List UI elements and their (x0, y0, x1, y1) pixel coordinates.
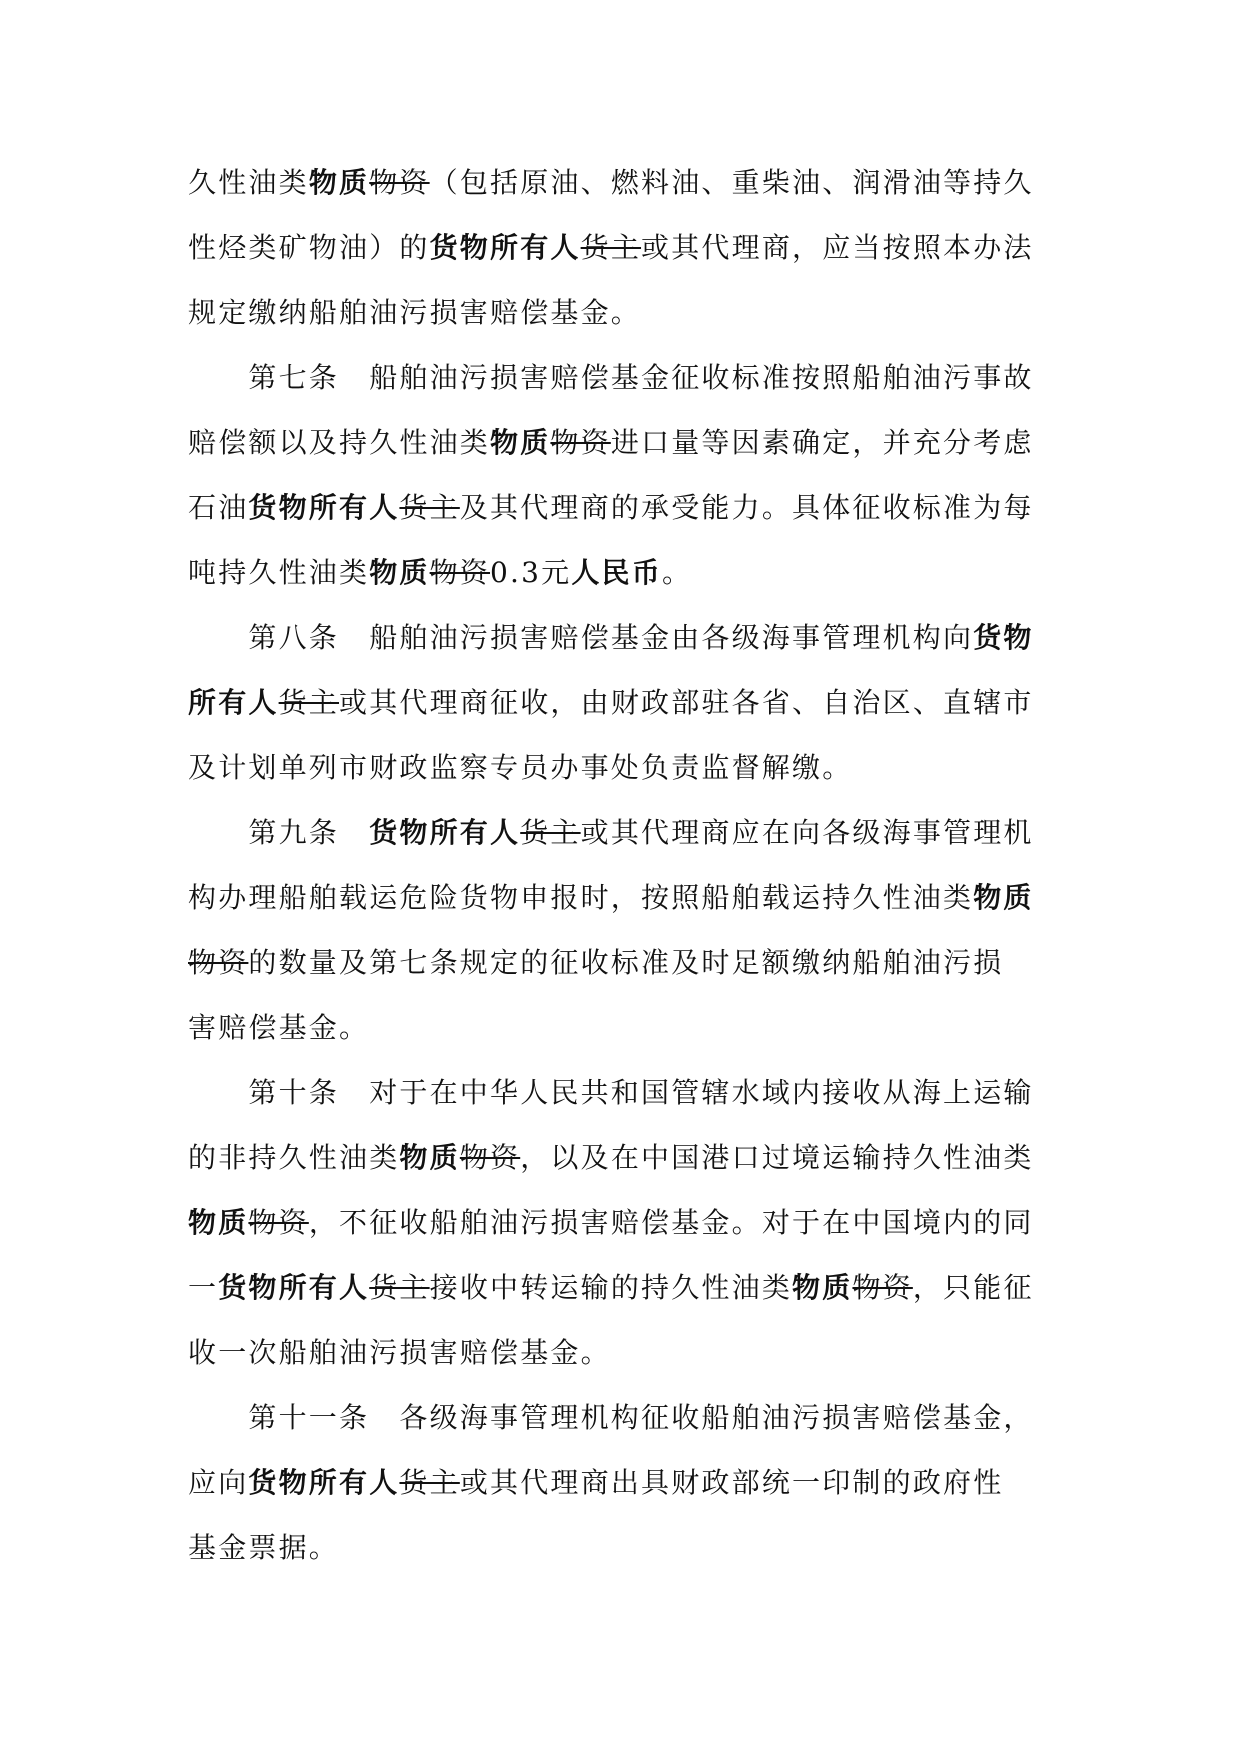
text-line (188, 150, 1060, 215)
deleted-text: 物资 (852, 1271, 913, 1304)
text-run: 收一次船舶油污损害赔偿基金。 (188, 1336, 611, 1369)
paragraph (188, 1060, 1060, 1385)
inserted-text: 货物所有人 (429, 231, 581, 264)
text-run: 第八条 船舶油污损害赔偿基金由各级海事管理机构向 (188, 621, 974, 654)
text-line (188, 1190, 1060, 1255)
text-run: 赔偿额以及持久性油类 (188, 426, 491, 459)
text-line (188, 995, 1060, 1060)
paragraph (188, 150, 1060, 345)
text-run: 或其代理商出具财政部统一印制的政府性 (459, 1466, 1004, 1499)
inserted-text: 货物所有人 (248, 491, 400, 524)
text-run: 构办理船舶载运危险货物申报时，按照船舶载运持久性油类 (188, 881, 974, 914)
inserted-text: 物质 (399, 1141, 460, 1174)
text-run: 接收中转运输的持久性油类 (429, 1271, 793, 1304)
text-run: 第十条 对于在中华人民共和国管辖水域内接收从海上运输 (188, 1076, 1034, 1109)
paragraph (188, 800, 1060, 1060)
text-line (188, 540, 1060, 605)
deleted-text: 物资 (459, 1141, 521, 1174)
text-run: 害赔偿基金。 (188, 1011, 370, 1044)
text-run: ，以及在中国港口过境运输持久性油类 (520, 1141, 1034, 1174)
deleted-text: 物资 (429, 556, 491, 589)
text-line (188, 410, 1060, 475)
text-line (188, 865, 1060, 930)
deleted-text: 货主 (369, 1271, 430, 1304)
deleted-text: 货主 (399, 491, 460, 524)
text-line (188, 735, 1060, 800)
inserted-text: 物质 (308, 166, 370, 199)
deleted-text: 货主 (520, 816, 581, 849)
text-run: 及其代理商的承受能力。具体征收标准为每 (459, 491, 1034, 524)
text-line (188, 1515, 1060, 1580)
text-run: ，不征收船舶油污损害赔偿基金。对于在中国境内的同 (308, 1206, 1034, 1239)
inserted-text: 物质 (792, 1271, 853, 1304)
text-line (188, 1385, 1060, 1450)
inserted-text: 货物所有人 (248, 1466, 400, 1499)
paragraph (188, 605, 1060, 800)
text-line (188, 930, 1060, 995)
text-line (188, 670, 1060, 735)
text-run: 第七条 船舶油污损害赔偿基金征收标准按照船舶油污事故 (188, 361, 1034, 394)
text-run: 第十一条 各级海事管理机构征收船舶油污损害赔偿基金， (188, 1401, 1034, 1434)
paragraph (188, 1385, 1060, 1580)
text-line (188, 1320, 1060, 1385)
text-line (188, 1255, 1060, 1320)
text-run: （包括原油、燃料油、重柴油、润滑油等持久 (429, 166, 1034, 199)
paragraph (188, 345, 1060, 605)
text-run: 第九条 (188, 816, 370, 849)
text-run: 的数量及第七条规定的征收标准及时足额缴纳船舶油污损 (248, 946, 1004, 979)
text-line (188, 280, 1060, 345)
text-run: 0.3元 (490, 556, 572, 589)
text-run: 或其代理商，应当按照本办法 (641, 231, 1034, 264)
text-run: 或其代理商应在向各级海事管理机 (580, 816, 1034, 849)
deleted-text: 物资 (550, 426, 611, 459)
deleted-text: 货主 (580, 231, 642, 264)
inserted-text: 物质 (973, 881, 1034, 914)
text-run: 或其代理商征收，由财政部驻各省、自治区、直辖市 (339, 686, 1034, 719)
text-run: 及计划单列市财政监察专员办事处负责监督解缴。 (188, 751, 853, 784)
text-run: 的非持久性油类 (188, 1141, 400, 1174)
text-line (188, 345, 1060, 410)
text-run: 吨持久性油类 (188, 556, 370, 589)
inserted-text: 货物所有人 (369, 816, 521, 849)
text-line (188, 800, 1060, 865)
text-line (188, 1125, 1060, 1190)
inserted-text: 所有人 (188, 686, 279, 719)
deleted-text: 物资 (369, 166, 430, 199)
text-run: 。 (661, 556, 693, 589)
text-run: 石油 (188, 491, 249, 524)
text-run: 基金票据。 (188, 1531, 340, 1564)
text-line (188, 475, 1060, 540)
document-body (188, 150, 1060, 1580)
text-run: 应向 (188, 1466, 249, 1499)
deleted-text: 货主 (399, 1466, 460, 1499)
deleted-text: 物资 (188, 946, 249, 979)
deleted-text: 物资 (248, 1206, 309, 1239)
inserted-text: 货物所有人 (218, 1271, 370, 1304)
inserted-text: 人民币 (571, 556, 662, 589)
inserted-text: 货物 (973, 621, 1034, 654)
text-line (188, 1450, 1060, 1515)
text-run: 一 (188, 1271, 219, 1304)
text-run: 久性油类 (188, 166, 309, 199)
text-run: 性烃类矿物油）的 (188, 231, 430, 264)
text-line (188, 215, 1060, 280)
text-run: ，只能征 (912, 1271, 1034, 1304)
text-line (188, 1060, 1060, 1125)
inserted-text: 物质 (369, 556, 430, 589)
text-run: 进口量等因素确定，并充分考虑 (610, 426, 1034, 459)
inserted-text: 物质 (490, 426, 551, 459)
inserted-text: 物质 (188, 1206, 249, 1239)
text-line (188, 605, 1060, 670)
deleted-text: 货主 (278, 686, 340, 719)
text-run: 规定缴纳船舶油污损害赔偿基金。 (188, 296, 642, 329)
